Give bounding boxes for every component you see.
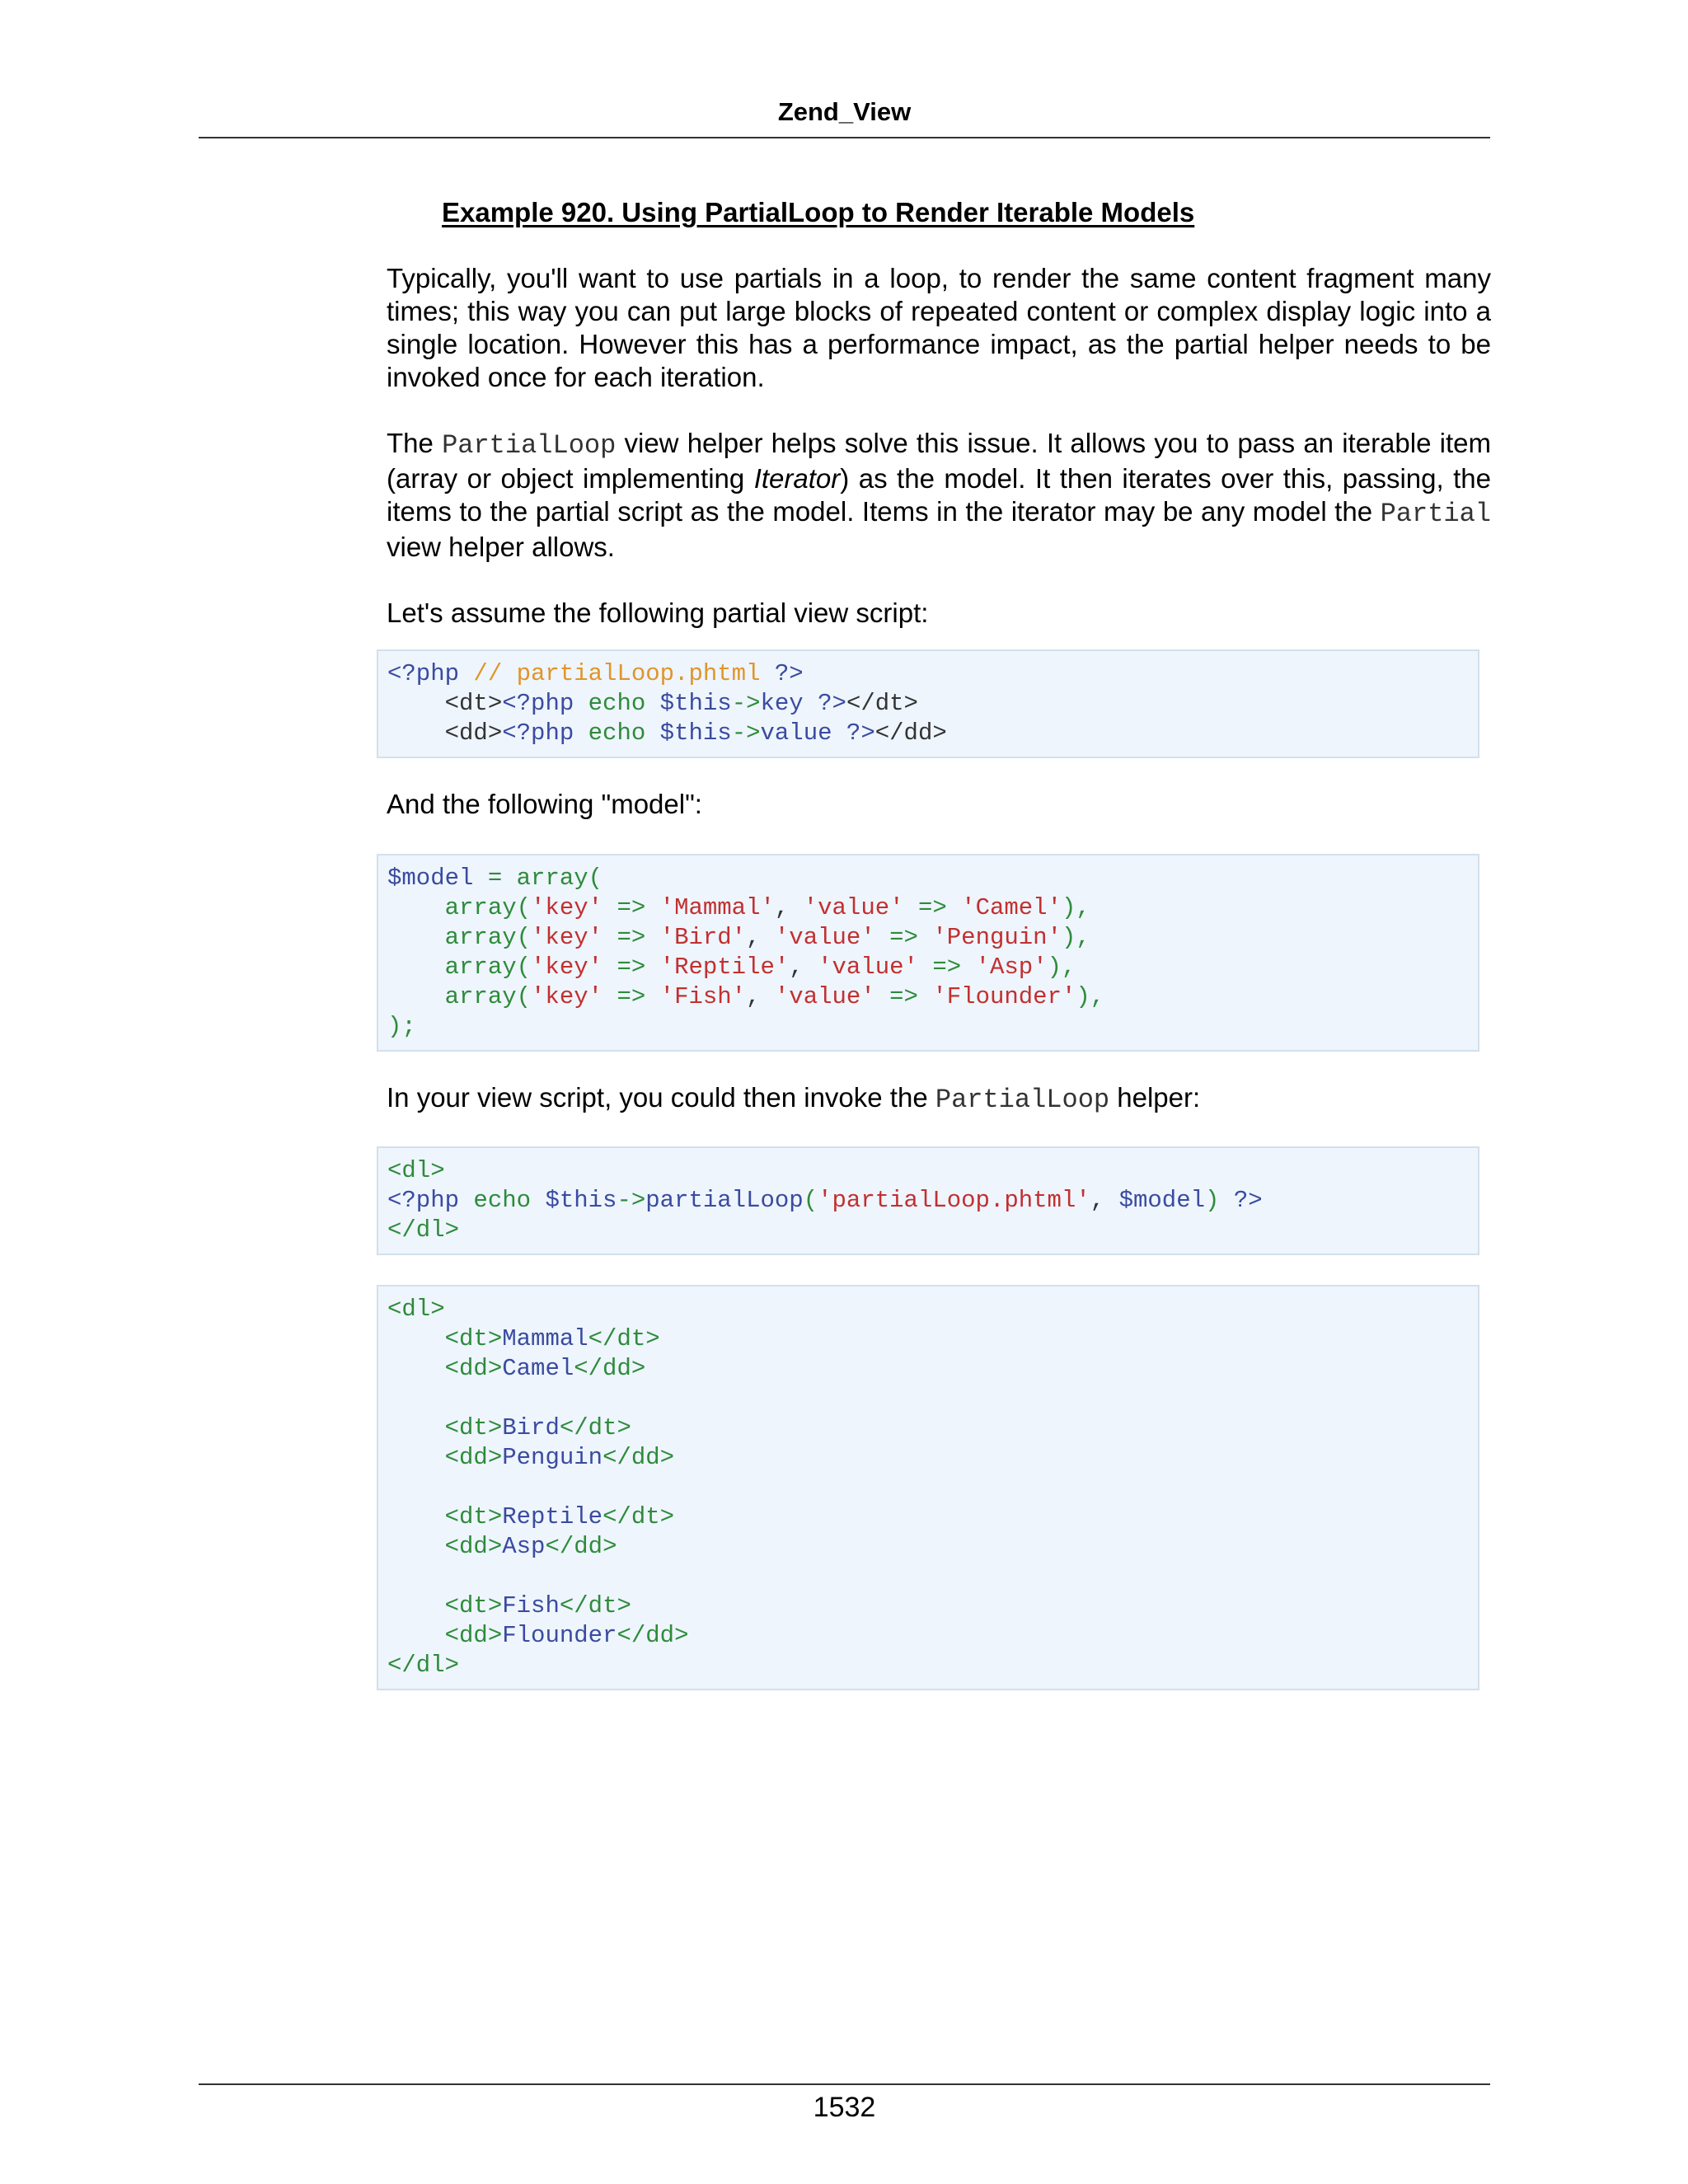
code-line <box>387 1502 1478 1532</box>
code-token: ?> <box>818 690 846 717</box>
code-token: -> <box>731 690 761 717</box>
partialloop-text-2: view helper helps solve this issue. It allows you to pass an iterable item (array or object implementing <box>387 428 1491 494</box>
code-token: 'Camel' <box>961 894 1062 921</box>
code-token: </dt> <box>559 1592 631 1619</box>
code-line <box>387 719 1478 748</box>
code-token: <dt> <box>387 690 503 717</box>
code-token: </dl> <box>387 1652 460 1679</box>
code-token: 'Flounder' <box>932 983 1076 1010</box>
code-token: => <box>603 954 660 981</box>
code-line <box>387 893 1478 923</box>
code-token: 'value' <box>774 924 875 951</box>
code-token: Camel <box>502 1355 574 1382</box>
invoke-text-1: In your view script, you could then invoke the <box>387 1082 935 1113</box>
code-token: 'Bird' <box>659 924 747 951</box>
code-token: $this <box>659 690 732 717</box>
partialloop-class-name: PartialLoop <box>442 430 617 461</box>
header-divider <box>199 137 1490 138</box>
code-line <box>387 1443 1478 1473</box>
code-line <box>387 1324 1478 1354</box>
invoke-class-name: PartialLoop <box>935 1085 1110 1115</box>
code-block-invoke <box>377 1146 1479 1255</box>
code-token: <dd> <box>387 1533 503 1560</box>
code-token: <dt> <box>387 1503 503 1530</box>
code-token: </dt> <box>588 1325 660 1352</box>
code-token: <dt> <box>387 1592 503 1619</box>
code-block-model <box>377 854 1479 1052</box>
code-block-output <box>377 1285 1479 1690</box>
code-line <box>387 1384 1478 1413</box>
code-line <box>387 1562 1478 1591</box>
code-line <box>387 1354 1478 1384</box>
code-token: </dt> <box>559 1414 631 1441</box>
code-token: => <box>603 894 660 921</box>
code-token: <dd> <box>387 719 503 747</box>
page-number: 1532 <box>813 2092 876 2123</box>
code-token: 'value' <box>803 894 904 921</box>
code-line <box>387 689 1478 719</box>
code-token: echo <box>588 719 660 747</box>
code-token: ), <box>1076 983 1105 1010</box>
code-token: => <box>903 894 962 921</box>
code-line <box>387 1473 1478 1502</box>
code-token: 'value' <box>818 954 918 981</box>
code-token: ( <box>803 1187 818 1214</box>
code-token: </dd> <box>545 1533 617 1560</box>
code-token: $this <box>545 1187 617 1214</box>
code-token: Mammal <box>502 1325 588 1352</box>
partialloop-paragraph <box>387 427 1491 564</box>
code-token: <dl> <box>387 1157 445 1184</box>
code-token: array( <box>516 865 603 892</box>
code-line <box>387 923 1478 953</box>
code-token: $model <box>387 865 488 892</box>
iterator-term: Iterator <box>753 463 841 494</box>
code-token: 'Fish' <box>659 983 747 1010</box>
code-line <box>387 659 1478 689</box>
code-token: <dl> <box>387 1296 445 1323</box>
code-token: , <box>746 983 775 1010</box>
code-token: <dd> <box>387 1444 503 1471</box>
code-token: <?php <box>502 719 588 747</box>
code-token: </dd> <box>574 1355 646 1382</box>
code-token: => <box>874 924 933 951</box>
page-header-title: Zend_View <box>777 97 912 126</box>
code-token: = <box>487 865 517 892</box>
code-token: array( <box>387 983 532 1010</box>
code-token: , <box>1090 1187 1119 1214</box>
code-token: // partialLoop.phtml <box>473 660 775 687</box>
code-token: <?php <box>502 690 588 717</box>
code-token: </dd> <box>874 719 947 747</box>
code-token: </dt> <box>846 690 918 717</box>
code-token: <dt> <box>387 1325 503 1352</box>
code-token: 'Reptile' <box>659 954 790 981</box>
code-line <box>387 1413 1478 1443</box>
code-token: Penguin <box>502 1444 603 1471</box>
assume-paragraph: Let's assume the following partial view script: <box>387 598 929 628</box>
code-token: Flounder <box>502 1622 617 1649</box>
code-line <box>387 1591 1478 1621</box>
code-token: <dd> <box>387 1355 503 1382</box>
partial-class-name: Partial <box>1380 499 1491 529</box>
code-token: Bird <box>502 1414 560 1441</box>
code-token: ), <box>1047 954 1076 981</box>
code-token: ), <box>1062 924 1090 951</box>
code-token: array( <box>387 954 532 981</box>
code-token: key <box>760 690 818 717</box>
code-token: </dl> <box>387 1216 460 1244</box>
code-line <box>387 1012 1478 1042</box>
code-token: </dd> <box>603 1444 675 1471</box>
code-token: </dd> <box>617 1622 689 1649</box>
code-line <box>387 864 1478 893</box>
code-token: ?> <box>774 660 804 687</box>
code-token: 'Penguin' <box>932 924 1062 951</box>
code-token: Asp <box>502 1533 546 1560</box>
code-line <box>387 1651 1478 1680</box>
code-token: $this <box>659 719 732 747</box>
code-token: ?> <box>846 719 875 747</box>
code-line <box>387 1295 1478 1324</box>
partialloop-text-3: ) as the model. It then iterates over this, passing, the items to the partial script as the model. Items in the iterator may be any model the <box>387 463 1492 527</box>
code-token: Reptile <box>502 1503 603 1530</box>
code-token: ), <box>1062 894 1090 921</box>
partialloop-text-1: The <box>387 428 443 458</box>
code-block-partial-script <box>377 649 1479 758</box>
intro-paragraph: Typically, you'll want to use partials in a loop, to render the same content fragment many times; this way you can put large blocks of repeated content or complex display logic into a single location. However this has a performance impact, as the partial helper needs to be invoked once for each iteration. <box>387 263 1491 392</box>
code-line <box>387 1186 1478 1216</box>
code-token: 'key' <box>531 894 603 921</box>
code-token: , <box>774 894 804 921</box>
code-line <box>387 1156 1478 1186</box>
code-token: 'key' <box>531 954 603 981</box>
code-token: <dd> <box>387 1622 503 1649</box>
code-token: , <box>746 924 775 951</box>
code-line <box>387 1621 1478 1651</box>
code-token: , <box>789 954 818 981</box>
code-token: => <box>874 983 933 1010</box>
code-token: <?php <box>387 660 474 687</box>
code-token: 'key' <box>531 983 603 1010</box>
code-token: $model <box>1118 1187 1205 1214</box>
code-token: 'Mammal' <box>659 894 775 921</box>
example-title: Example 920. Using PartialLoop to Render Iterable Models <box>442 197 1195 227</box>
code-token: ); <box>387 1013 416 1040</box>
code-token: <?php <box>387 1187 474 1214</box>
code-token: => <box>917 954 976 981</box>
code-token: -> <box>617 1187 646 1214</box>
code-token: partialLoop <box>645 1187 804 1214</box>
code-token: array( <box>387 894 532 921</box>
code-token: value <box>760 719 846 747</box>
invoke-paragraph <box>387 1081 1491 1117</box>
code-token: -> <box>731 719 761 747</box>
page-content <box>387 194 1491 1690</box>
code-token: => <box>603 924 660 951</box>
code-token: Fish <box>502 1592 560 1619</box>
code-token: <dt> <box>387 1414 503 1441</box>
partialloop-text-4: view helper allows. <box>387 532 615 562</box>
code-line <box>387 982 1478 1012</box>
code-line <box>387 953 1478 982</box>
invoke-text-2: helper: <box>1109 1082 1201 1113</box>
code-token: 'partialLoop.phtml' <box>818 1187 1090 1214</box>
code-token: 'key' <box>531 924 603 951</box>
code-token: echo <box>473 1187 546 1214</box>
code-line <box>387 1216 1478 1245</box>
code-token: echo <box>588 690 660 717</box>
code-token: 'value' <box>774 983 875 1010</box>
code-token: ) <box>1205 1187 1234 1214</box>
code-token: </dt> <box>603 1503 675 1530</box>
code-token: 'Asp' <box>975 954 1048 981</box>
code-line <box>387 1532 1478 1562</box>
code-token: ?> <box>1233 1187 1263 1214</box>
model-paragraph: And the following "model": <box>387 789 702 819</box>
code-token: => <box>603 983 660 1010</box>
footer-divider <box>199 2083 1490 2085</box>
code-token: array( <box>387 924 532 951</box>
